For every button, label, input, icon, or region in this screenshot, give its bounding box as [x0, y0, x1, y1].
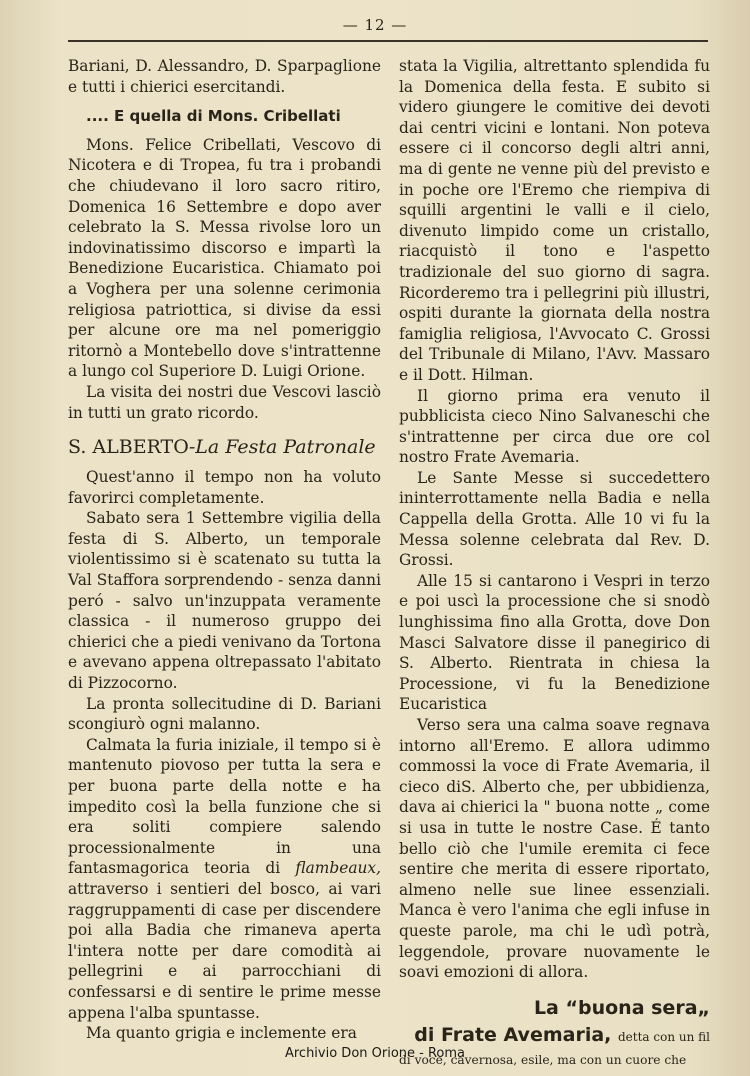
- paragraph: Mons. Felice Cribellati, Vescovo di Nicotera e di Tropea, fu tra i probandi che chiudevano il loro sacro ritiro, Domenica 16 Settembre e dopo aver celebrato la S. Messa rivolse loro un indovinatissimo discorso e impartì la Benedizione Eucaristica. Chiamato poi a Voghera per una solenne cerimonia religiosa patriottica, si divise da essi per alcune ore ma nel pomeriggio ritornò a Montebello dove s'intrattenne a lungo col Superiore D. Luigi Orione.: [68, 135, 381, 381]
- article-heading: [399, 995, 710, 1051]
- paragraph: Le Sante Messe si succedettero ininterrottamente nella Badia e nella Cappella della Grotta. Alle 10 vi fu la Messa solenne celebrata dal Rev. D. Grossi.: [399, 468, 710, 570]
- paragraph-text: attraverso i sentieri del bosco, ai vari raggruppamenti di case per discendere poi alla Badia che rimaneva aperta l'intera notte per dare comodità ai pellegrini e ai parrocchiani di confessarsi e di sentire le prime messe appena l'alba spuntasse.: [68, 879, 381, 1022]
- paragraph: stata la Vigilia, altrettanto splendida fu la Domenica della festa. E subito si videro giungere le comitive dei devoti dai centri vicini e lontani. Non poteva essere ci il concorso degli altri anni, ma di gente ne venne più del previsto e in poche ore l'Eremo che riempiva di squilli argentini le valli e il cielo, divenuto limpido come un cristallo, riacquistò il tono e l'aspetto tradizionale del suo giorno di sagra. Ricorderemo tra i pellegrini più illustri, ospiti durante la giornata della nostra famiglia religiosa, l'Avvocato C. Grossi del Tribunale di Milano, l'Avv. Massaro e il Dott. Hilman.: [399, 57, 710, 384]
- left-column: [68, 56, 381, 1044]
- section-heading: [68, 435, 381, 459]
- tail-line: di voce, cavernosa, esile, ma con un cuore che: [399, 1052, 687, 1067]
- paragraph: La pronta sollecitudine di D. Bariani scongiurò ogni malanno.: [68, 694, 381, 734]
- page-number: — 12 —: [342, 16, 408, 34]
- paragraph: Sabato sera 1 Settembre vigilia della festa di S. Alberto, un temporale violentissimo si è scatenato su tutta la Val Staffora sorprendendo - senza danni peró - salvo un'inzuppata veramente classica - il numeroso gruppo dei chierici che a piedi venivano da Tortona e avevano appena oltrepassato l'abitato di Pizzocorno.: [68, 509, 381, 693]
- heading-line-2: di Frate Avemaria,: [414, 1023, 612, 1046]
- right-column: [399, 56, 710, 1069]
- archive-footer: Archivio Don Orione - Roma: [284, 1046, 466, 1061]
- section-subtitle: -La Festa Patronale: [188, 436, 376, 459]
- paragraph: Quest'anno il tempo non ha voluto favorirci completamente.: [68, 468, 381, 507]
- paragraph-text: Calmata la furia iniziale, il tempo si è mantenuto piovoso per tutta la sera e per buona parte della notte e ha impedito così la bella funzione che si era soliti compiere salendo processionalmente in una fantasmagorica teoria di: [68, 735, 381, 878]
- heading-tail: detta con un fil: [618, 1029, 710, 1044]
- paragraph: [68, 735, 381, 1023]
- italic-word: flambeaux,: [295, 859, 381, 878]
- paragraph: Il giorno prima era venuto il pubblicista cieco Nino Salvaneschi che s'intrattenne per circa due ore col nostro Frate Avemaria.: [399, 386, 710, 467]
- subheading-cribellati: .... E quella di Mons. Cribellati: [86, 107, 341, 126]
- header-rule: [68, 40, 708, 42]
- section-title: S. ALBERTO: [68, 436, 189, 459]
- intro-paragraph: Bariani, D. Alessandro, D. Sparpaglione e tutti i chierici esercitandi.: [68, 57, 381, 96]
- paragraph: La visita dei nostri due Vescovi lasciò in tutti un grato ricordo.: [68, 382, 381, 422]
- paragraph: Ma quanto grigia e inclemente era: [86, 1024, 357, 1043]
- paragraph: Verso sera una calma soave regnava intorno all'Eremo. E allora udimmo commossi la voce di Frate Avemaria, il cieco diS. Alberto che, per ubbidienza, dava ai chierici la " buona notte „ come si usa in tutte le nostre Case. É tanto bello ciò che l'umile eremita ci fece sentire che merita di essere riportato, almeno nelle sue linee essenziali. Manca è vero l'anima che egli infuse in queste parole, ma chi le udì potrà, leggendole, provare nuovamente le soavi emozioni di allora.: [399, 716, 710, 982]
- heading-line-1: La “buona sera„: [533, 996, 710, 1019]
- paragraph: Alle 15 si cantarono i Vespri in terzo e poi uscì la processione che si snodò lunghissima fino alla Grotta, dove Don Masci Salvatore disse il panegirico di S. Alberto. Rientrata in chiesa la Processione, vi fu la Benedizione Eucaristica: [399, 571, 710, 714]
